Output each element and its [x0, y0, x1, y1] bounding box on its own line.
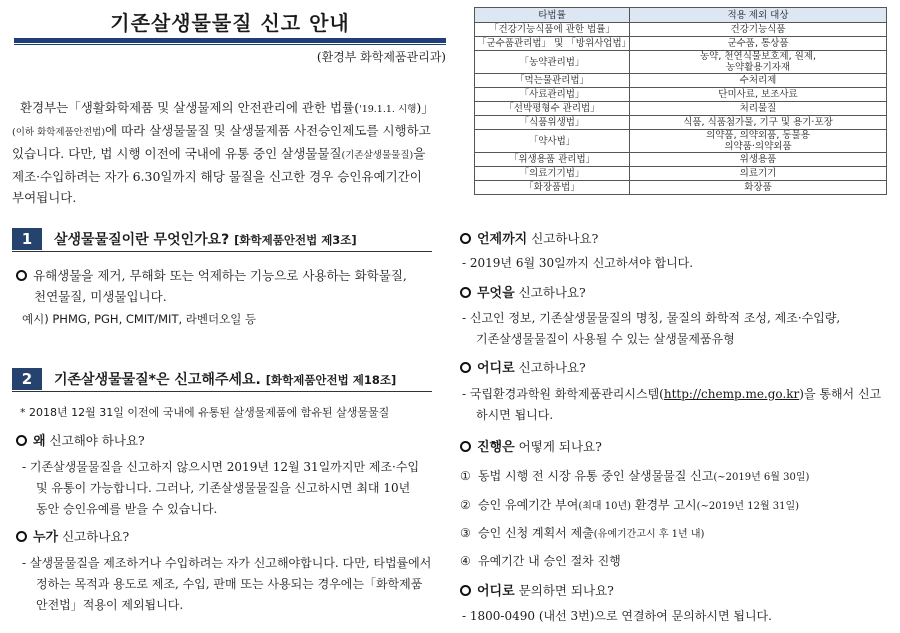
- title-rule-thick: [14, 38, 446, 43]
- table-row: [475, 116, 887, 130]
- question-where-bold: 어디로: [477, 361, 515, 376]
- table-cell-target-line: 군수품, 통상품: [727, 38, 789, 49]
- question-why-rest: 신고해야 하나요?: [49, 433, 145, 448]
- table-row: [475, 181, 887, 195]
- table-cell-law: 「의료기기법」: [475, 167, 630, 181]
- table-cell-law: 「농약관리법」: [475, 51, 630, 74]
- intro-abbr: (이하 화학제품안전법): [12, 127, 106, 138]
- table-cell-law: 「식품위생법」: [475, 116, 630, 130]
- table-cell-target: [630, 153, 887, 167]
- answer-who-line2: 정하는 목적과 용도로 제조, 수입, 판매 또는 사용되는 경우에는「화학제품: [36, 577, 423, 591]
- section1-header: [12, 228, 432, 250]
- answer-who-line1: - 살생물물질을 제조하거나 수입하려는 자가 신고해야합니다. 다만, 타법률에서: [22, 556, 432, 570]
- step-text: 승인 신청 계획서 제출: [478, 526, 594, 540]
- step-number: ②: [460, 498, 471, 512]
- table-row: [475, 167, 887, 181]
- step-number: ④: [460, 554, 471, 568]
- table-cell-law: 「건강기능식품에 관한 법률」: [475, 23, 630, 37]
- answer-when: - 2019년 6월 30일까지 신고하셔야 합니다.: [462, 256, 694, 270]
- table-cell-target-line: 화장품: [744, 182, 772, 193]
- table-cell-law: 「먹는물관리법」: [475, 74, 630, 88]
- table-cell-target: [630, 37, 887, 51]
- table-cell-target-line: 건강기능식품: [730, 24, 786, 35]
- answer-what-line2: 기존살생물물질이 사용될 수 있는 살생물제품유형: [476, 332, 735, 346]
- circle-bullet-icon: [16, 435, 27, 446]
- question-who-rest: 신고하나요?: [62, 529, 130, 544]
- circle-bullet-icon: [460, 287, 471, 298]
- table-row: [475, 74, 887, 88]
- table-row: [475, 23, 887, 37]
- step-note-2: (~2019년 12월 31일): [696, 501, 800, 512]
- question-process-rest: 어떻게 되나요?: [518, 439, 602, 454]
- section1-rule: [12, 251, 432, 252]
- answer-where-line1b: )을 통해서 신고: [799, 387, 882, 401]
- intro-date: '19.1.1. 시행: [359, 104, 417, 115]
- step-note: (유예기간고시 후 1년 내): [593, 529, 705, 540]
- table-cell-target-line: 처리물질: [739, 103, 777, 114]
- process-step-4: [460, 552, 621, 569]
- section2-title: [54, 369, 396, 389]
- step-note: (~2019년 6월 30일): [713, 472, 810, 483]
- step-number: ①: [460, 469, 471, 483]
- question-where: [460, 357, 586, 376]
- table-cell-target-line: 단미사료, 보조사료: [718, 89, 798, 100]
- table-cell-target: [630, 167, 887, 181]
- circle-bullet-icon: [460, 362, 471, 373]
- answer-what: [462, 308, 890, 350]
- answer-why-line1: - 기존살생물물질을 신고하지 않으시면 2019년 12월 31일까지만 제조·수입: [22, 460, 420, 474]
- section1-law: [화학제품안전법 제3조]: [234, 233, 357, 247]
- answer-where-line1a: - 국립환경과학원 화학제품관리시스템(: [462, 387, 664, 401]
- intro-line5: 부여됩니다.: [12, 190, 77, 205]
- table-row: [475, 130, 887, 153]
- table-cell-target: [630, 51, 887, 74]
- table-cell-target-line: 의료기기: [739, 168, 777, 179]
- table-cell-target-line: 수처리제: [739, 75, 777, 86]
- intro-line3-end: 을: [413, 146, 426, 161]
- title-rule-thin: [14, 44, 446, 45]
- circle-bullet-icon: [460, 233, 471, 244]
- section1-number: 1: [12, 228, 42, 250]
- table-cell-target-line: 농약활용기자재: [725, 62, 791, 73]
- answer-where-line2: 하시면 됩니다.: [476, 408, 554, 422]
- question-process: [460, 436, 602, 455]
- table-cell-target-line: 의약품·의약외품: [724, 141, 792, 152]
- section2-header: [12, 368, 432, 390]
- table-row: [475, 88, 887, 102]
- process-step-1: [460, 467, 809, 484]
- intro-line2: 에 따라 살생물물질 및 살생물제품 사전승인제도를 시행하고: [105, 123, 431, 138]
- answer-what-line1: - 신고인 정보, 기존살생물물질의 명칭, 물질의 화학적 조성, 제조·수입량,: [462, 311, 841, 325]
- table-header-target: 적용 제외 대상: [630, 8, 887, 23]
- question-who-bold: 누가: [33, 530, 59, 545]
- answer-who-line3: 안전법」적용이 제외됩니다.: [36, 598, 184, 612]
- question-why: [16, 430, 145, 449]
- step-text-2: 환경부 고시: [631, 498, 697, 512]
- table-header-law: 타법률: [475, 8, 630, 23]
- table-cell-target: [630, 102, 887, 116]
- ministry-label: (환경부 화학제품관리과): [316, 50, 446, 64]
- table-cell-law: 「위생용품 관리법」: [475, 153, 630, 167]
- question-contact-rest: 문의하면 되나요?: [518, 583, 614, 598]
- answer-why-line3: 동안 승인유예를 받을 수 있습니다.: [36, 502, 218, 516]
- table-cell-law: 「군수품관리법」 및 「방위사업법」: [475, 37, 630, 51]
- section1-bullet-text: 유해생물을 제거, 무해화 또는 억제하는 기능으로 사용하는 화학물질,: [33, 268, 407, 283]
- intro-line1: 환경부는「생활화학제품 및 살생물제의 안전관리에 관한 법률(: [19, 100, 360, 115]
- answer-who: [22, 553, 446, 616]
- question-what: [460, 282, 586, 301]
- step-note: (최대 10년): [578, 501, 632, 512]
- table-cell-law: 「화장품법」: [475, 181, 630, 195]
- step-text: 유예기간 내 승인 절차 진행: [478, 554, 621, 568]
- table-row: [475, 102, 887, 116]
- step-text: 동법 시행 전 시장 유통 중인 살생물물질 신고: [478, 469, 714, 483]
- answer-contact: - 1800-0490 (내선 3번)으로 연결하여 문의하시면 됩니다.: [462, 609, 772, 623]
- question-what-bold: 무엇을: [477, 286, 515, 301]
- question-process-bold: 진행은: [477, 440, 515, 455]
- title-banner: [14, 4, 446, 46]
- question-when-bold: 언제까지: [477, 232, 528, 247]
- table-row: [475, 51, 887, 74]
- table-cell-target-line: 위생용품: [739, 154, 777, 165]
- section1-title-text: 살생물물질이란 무엇인가요?: [54, 232, 230, 248]
- section1-title: [54, 229, 357, 249]
- circle-bullet-icon: [460, 585, 471, 596]
- chemp-link[interactable]: http://chemp.me.go.kr: [663, 387, 800, 401]
- table-cell-target: [630, 181, 887, 195]
- table-cell-law: 「사료관리법」: [475, 88, 630, 102]
- question-who: [16, 526, 129, 545]
- section2-rule: [12, 391, 432, 392]
- table-cell-target: [630, 88, 887, 102]
- page-title: 기존살생물물질 신고 안내: [110, 11, 350, 35]
- table-cell-target: [630, 116, 887, 130]
- table-row: [475, 153, 887, 167]
- section1-bullet: [16, 266, 407, 284]
- question-when: [460, 228, 598, 247]
- circle-bullet-icon: [16, 531, 27, 542]
- question-what-rest: 신고하나요?: [518, 285, 586, 300]
- table-cell-target: [630, 130, 887, 153]
- section2-footnote: * 2018년 12월 31일 이전에 국내에 유통된 살생물제품에 함유된 살생물물질: [20, 406, 390, 419]
- process-step-2: [460, 496, 799, 513]
- step-text: 승인 유예기간 부여: [478, 498, 579, 512]
- intro-line3: 있습니다. 다만, 법 시행 이전에 국내에 유통 중인 살생물물질: [12, 146, 342, 161]
- answer-why: [22, 457, 446, 520]
- answer-where: [462, 384, 890, 426]
- question-contact: [460, 580, 614, 599]
- section2-title-text: 기존살생물물질*은 신고해주세요.: [54, 372, 261, 388]
- section2-law: [화학제품안전법 제18조]: [265, 373, 397, 387]
- section1-bullet-cont: 천연물질, 미생물입니다.: [34, 289, 167, 304]
- exemption-table: [474, 7, 887, 195]
- answer-why-line2: 및 유통이 가능합니다. 그러나, 기존살생물물질을 신고하시면 최대 10년: [36, 481, 411, 495]
- intro-line1-end: )」: [416, 100, 434, 115]
- table-cell-target-line: 의약품, 의약외품, 동물용: [706, 130, 810, 141]
- circle-bullet-icon: [16, 270, 27, 281]
- section2-number: 2: [12, 368, 42, 390]
- process-step-3: [460, 524, 704, 541]
- table-header-row: [475, 8, 887, 23]
- circle-bullet-icon: [460, 441, 471, 452]
- intro-existing: (기존살생물물질): [341, 150, 414, 161]
- table-cell-target: [630, 74, 887, 88]
- intro-paragraph: [12, 97, 448, 208]
- question-why-bold: 왜: [33, 434, 46, 449]
- question-contact-bold: 어디로: [477, 584, 515, 599]
- table-row: [475, 37, 887, 51]
- section1-example: 예시) PHMG, PGH, CMIT/MIT, 라벤더오일 등: [22, 312, 257, 326]
- intro-line4: 제조·수입하려는 자가 6.30일까지 해당 물질을 신고한 경우 승인유예기간이: [12, 169, 422, 184]
- question-where-rest: 신고하나요?: [518, 360, 586, 375]
- table-cell-law: 「선박평형수 관리법」: [475, 102, 630, 116]
- table-cell-target-line: 식품, 식품첨가물, 기구 및 용기·포장: [683, 117, 833, 128]
- table-cell-law: 「약사법」: [475, 130, 630, 153]
- table-cell-target-line: 농약, 천연식물보호제, 원제,: [699, 51, 817, 62]
- step-number: ③: [460, 526, 471, 540]
- table-cell-target: [630, 23, 887, 37]
- exemption-table-body: [475, 23, 887, 195]
- question-when-rest: 신고하나요?: [531, 231, 599, 246]
